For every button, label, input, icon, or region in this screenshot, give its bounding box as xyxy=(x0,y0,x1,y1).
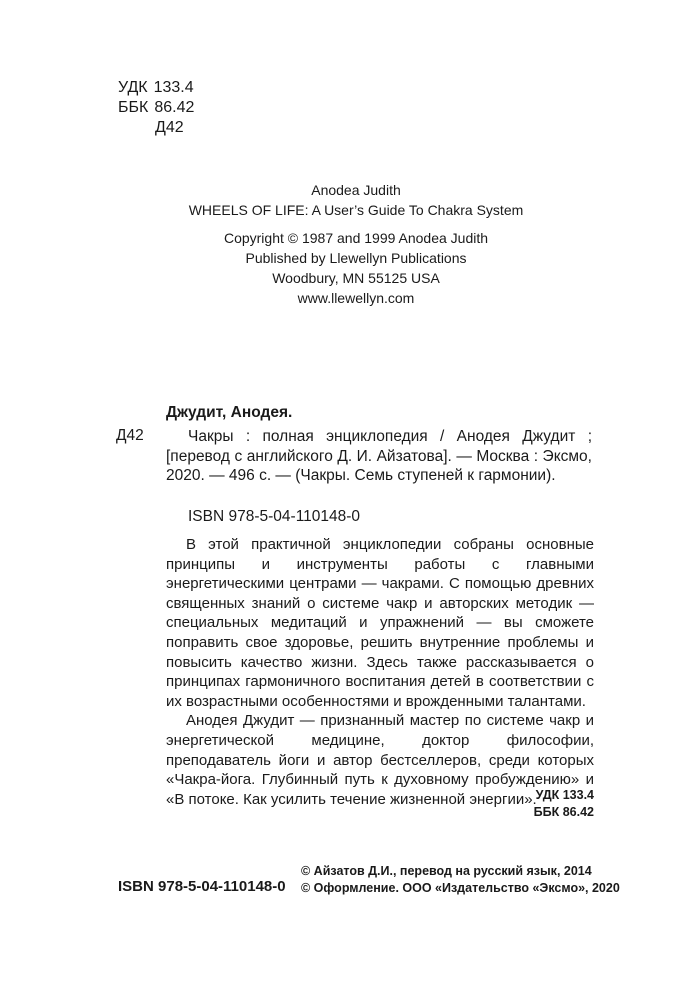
record-author: Джудит, Анодея. xyxy=(166,404,293,421)
record-isbn: ISBN 978-5-04-110148-0 xyxy=(188,508,361,525)
original-edition-info xyxy=(0,180,681,308)
original-website: www.llewellyn.com xyxy=(297,290,415,306)
footer-bbk: ББК 86.42 xyxy=(533,805,594,819)
annotation-paragraph: Анодея Джудит — признанный мастер по системе чакр и энергетической медицине, доктор философии, преподаватель йоги и автор бестселлеров, среди которых «Чакра-йога. Глубинный путь к духовному пробуждению» и «В потоке. Как усилить течение жизненной энергии». xyxy=(166,712,594,808)
original-author: Anodea Judith xyxy=(311,182,401,198)
record-description: Чакры : полная энциклопедия / Анодея Джудит ; [перевод с английского Д. И. Айзатова]. — Москва : Эксмо, 2020. — 496 с. — (Чакры. Семь ступеней к гармонии). xyxy=(166,428,592,484)
original-title: WHEELS OF LIFE: A User’s Guide To Chakra System xyxy=(188,202,524,218)
footer-codes xyxy=(480,787,594,821)
annotation-paragraph: В этой практичной энциклопедии собраны основные принципы и инструменты работы с главными энергетическими центрами — чакрами. С помощью древних священных знаний о системе чакр и авторских методик — специальных медитаций и упражнений — вы сможете поправить свое здоровье, решить внутренние проблемы и повысить качество жизни. Здесь также рассказывается о принципах гармоничного воспитания детей в соответствии с их возрастными особенностями и врожденными талантами. xyxy=(166,536,594,710)
copyright-design: © Оформление. ООО «Издательство «Эксмо», 2020 xyxy=(301,881,620,895)
udk-code: УДК 133.4 xyxy=(118,79,194,96)
author-mark-code: Д42 xyxy=(155,119,184,136)
footer-udk: УДК 133.4 xyxy=(535,788,594,802)
record-author-mark: Д42 xyxy=(116,427,144,444)
copyright-notices xyxy=(301,863,620,897)
original-copyright: Copyright © 1987 and 1999 Anodea Judith xyxy=(223,230,489,246)
annotation xyxy=(166,535,594,809)
original-location: Woodbury, MN 55125 USA xyxy=(272,270,440,286)
classification-codes xyxy=(118,78,194,138)
footer-isbn: ISBN 978-5-04-110148-0 xyxy=(118,878,286,895)
original-publisher: Published by Llewellyn Publications xyxy=(245,250,467,266)
copyright-translation: © Айзатов Д.И., перевод на русский язык, 2014 xyxy=(301,864,592,878)
bbk-code: ББК 86.42 xyxy=(118,99,195,116)
